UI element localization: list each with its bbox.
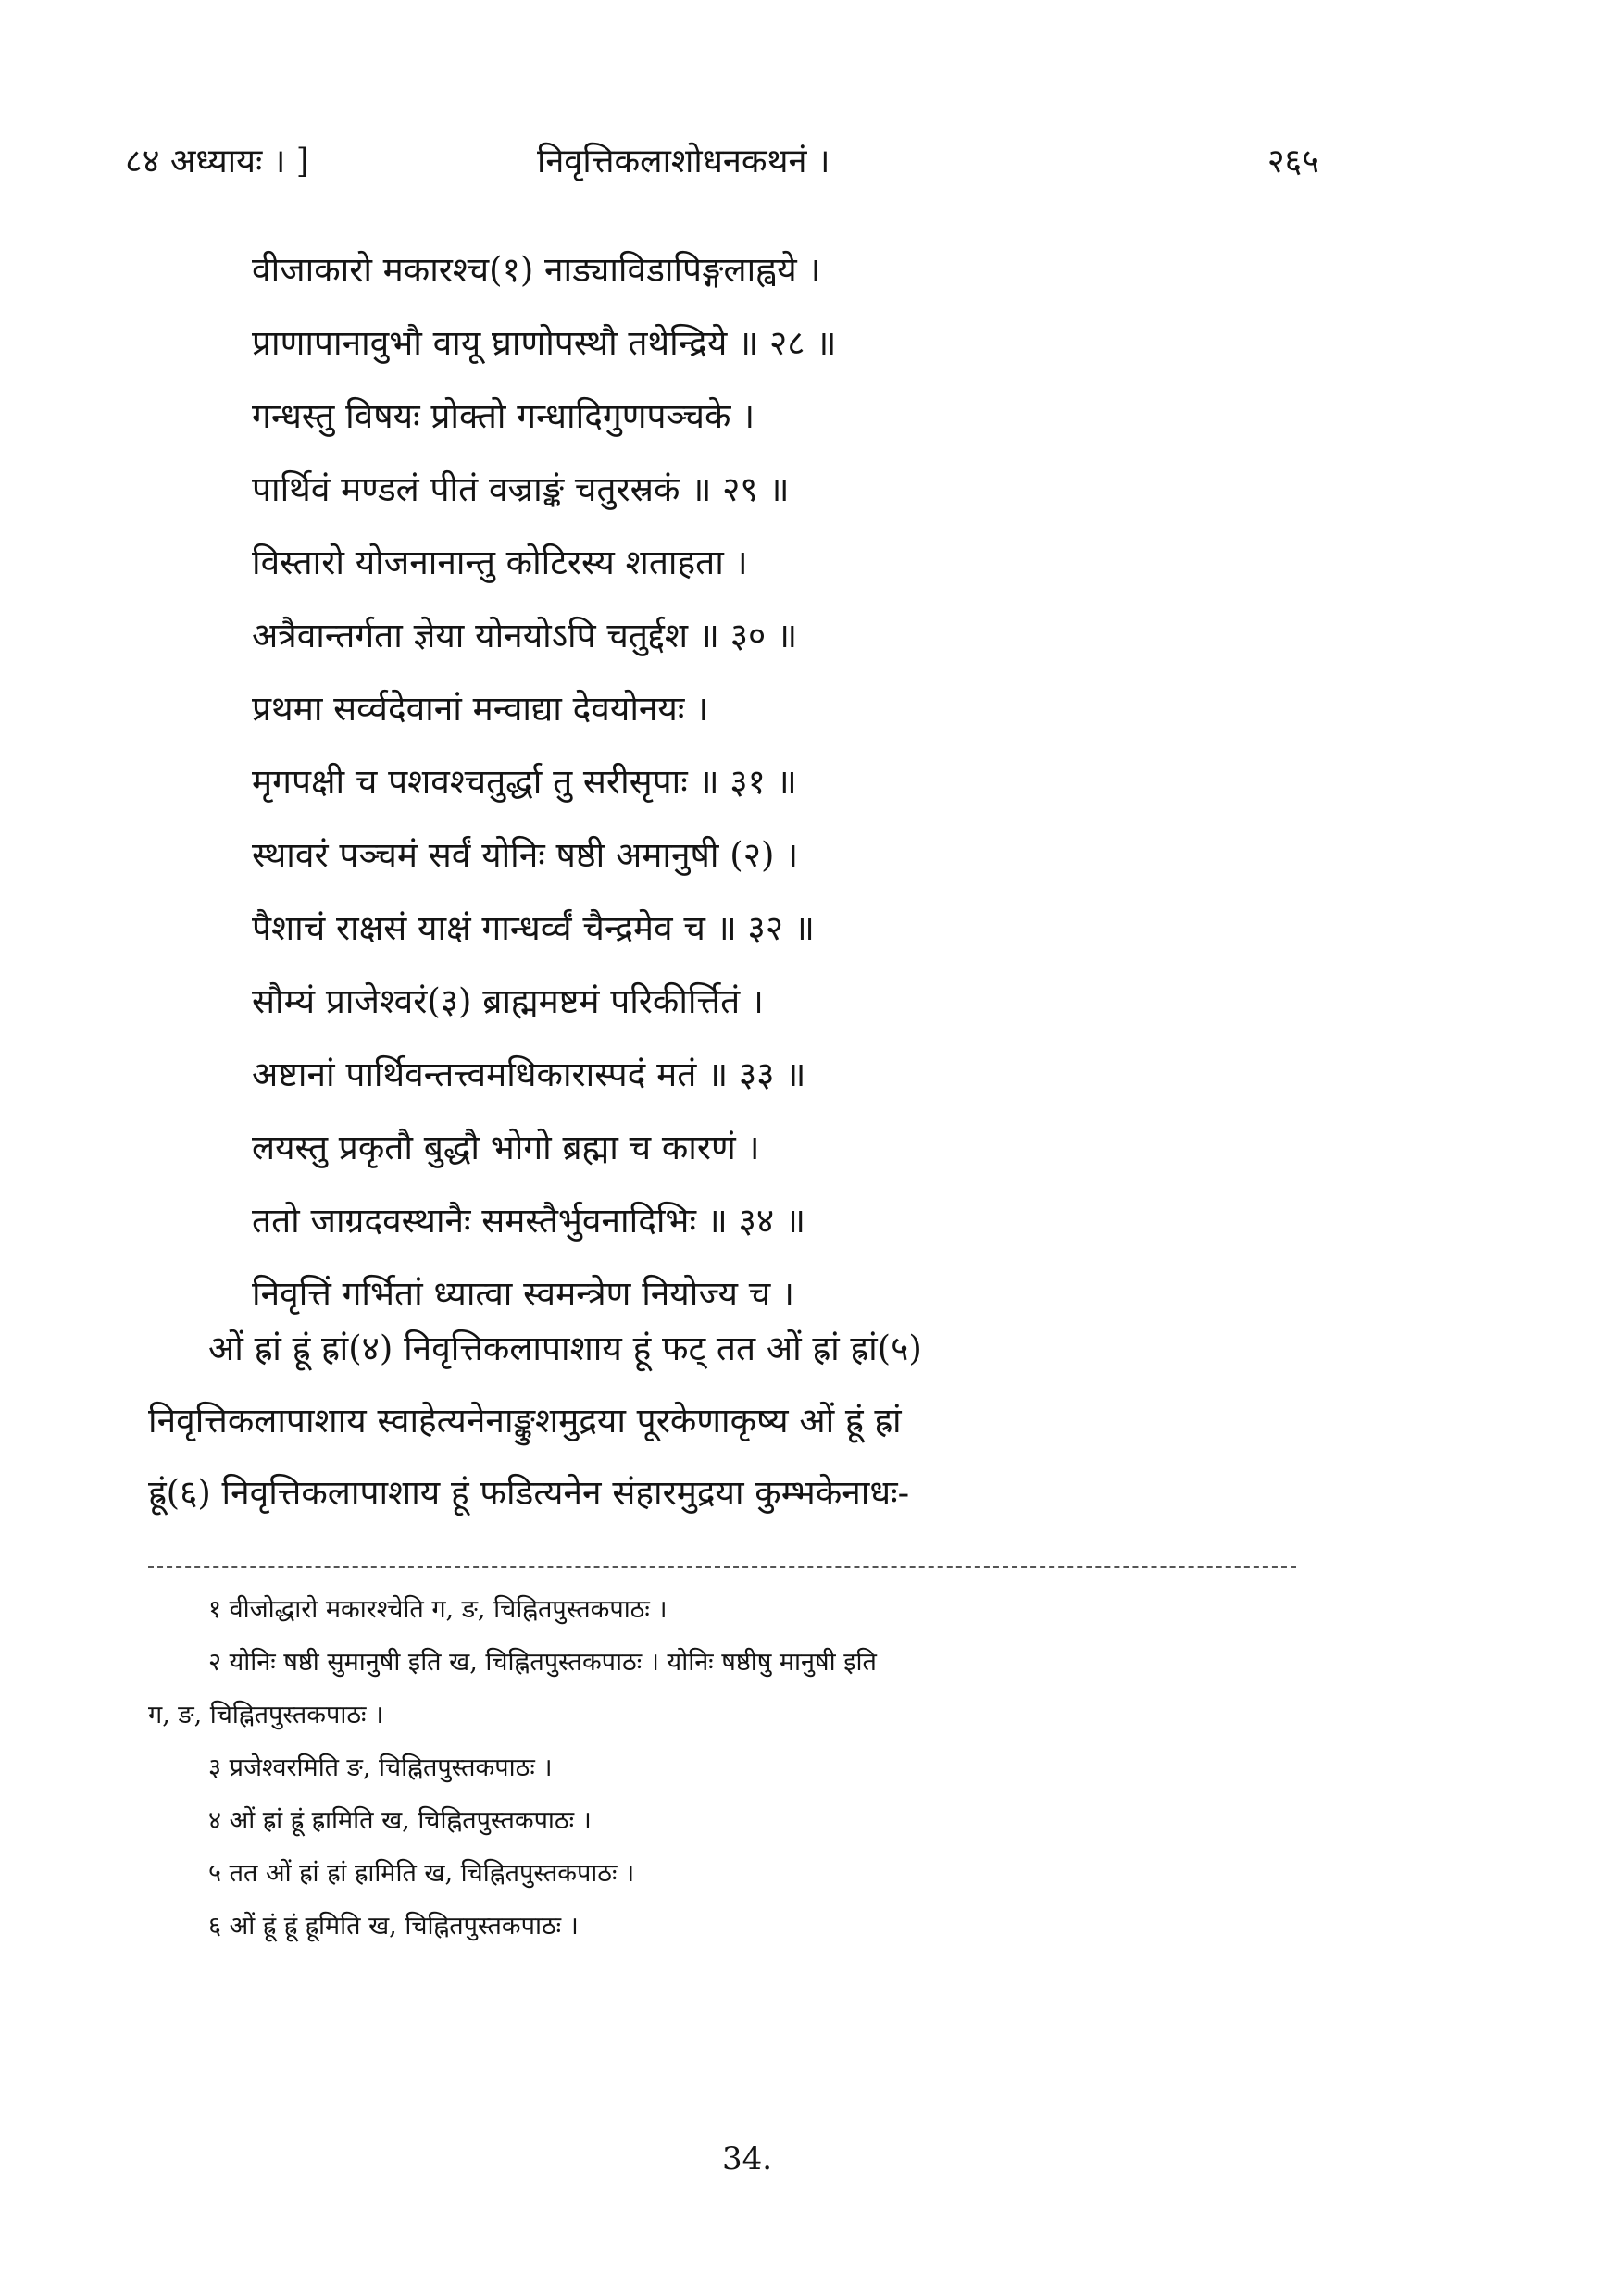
prose-line: ओं ह्रां ह्रूं ह्रां(४) निवृत्तिकलापाशाय हूं फट् तत ओं ह्रां ह्रां(५) [208,1329,922,1368]
footnotes [148,1583,1315,1953]
verse-line: अष्टानां पार्थिवन्तत्त्वमधिकारास्पदं मतं ॥ ३३ ॥ [252,1054,806,1094]
verse-line: वीजाकारो मकारश्च(१) नाड्याविडापिङ्गलाह्वये । [252,250,821,290]
verse-line: विस्तारो योजनानान्तु कोटिरस्य शताहता । [252,543,748,582]
footnote: ४ ओं ह्रां ह्रूं ह्रामिति ख, चिह्नितपुस्तकपाठः । [208,1806,592,1835]
section-title: निवृत्तिकलाशोधनकथनं । [537,143,830,181]
chapter-label: ८४ अध्यायः । ] [125,143,309,181]
verse-line: निवृत्तिं गर्भितां ध्यात्वा स्वमन्त्रेण नियोज्य च । [252,1274,795,1314]
verse-line: पार्थिवं मण्डलं पीतं वज्राङ्कं चतुरस्रकं ॥ २९ ॥ [252,469,790,509]
verse-line: मृगपक्षी च पशवश्चतुर्द्धा तु सरीसृपाः ॥ ३१ ॥ [252,762,797,802]
verse-line: सौम्यं प्राजेश्वरं(३) ब्राह्ममष्टमं परिकीर्त्तितं । [252,981,764,1021]
footnote-divider [148,1566,1296,1568]
prose-line: निवृत्तिकलापाशाय स्वाहेत्यनेनाङ्कुशमुद्रया पूरकेणाकृष्य ओं ह्रूं ह्रां [148,1401,902,1441]
footnote-continuation: ग, ङ, चिह्नितपुस्तकपाठः । [148,1701,384,1729]
verse-line: अत्रैवान्तर्गता ज्ञेया योनयोऽपि चतुर्द्दश ॥ ३० ॥ [252,616,798,655]
footnote: ३ प्रजेश्वरमिति ङ, चिह्नितपुस्तकपाठः । [208,1753,553,1782]
page-number: २६५ [1266,143,1319,181]
verse-line: स्थावरं पञ्चमं सर्वं योनिः षष्ठी अमानुषी (२) । [252,835,799,875]
verse-line: लयस्तु प्रकृतौ बुद्धौ भोगो ब्रह्मा च कारणं । [252,1128,760,1167]
verse-line: गन्धस्तु विषयः प्रोक्तो गन्धादिगुणपञ्चके । [252,396,755,436]
footnote: ५ तत ओं ह्रां ह्रां ह्रामिति ख, चिह्नितपुस्तकपाठः । [208,1859,635,1888]
running-header [125,137,1319,193]
footnote: ६ ओं ह्रूं ह्रूं ह्रूमिति ख, चिह्नितपुस्तकपाठः । [208,1912,579,1940]
verse-line: प्राणापानावुभौ वायू घ्राणोपस्थौ तथेन्द्रिये ॥ २८ ॥ [252,323,837,363]
verse-line: प्रथमा सर्व्वदेवानां मन्वाद्या देवयोनयः । [252,689,709,729]
verse-block [252,233,1326,1330]
verse-line: पैशाचं राक्षसं याक्षं गान्धर्व्वं चैन्द्रमेव च ॥ ३२ ॥ [252,908,815,948]
footnote: १ वीजोद्धारो मकारश्चेति ग, ङ, चिह्नितपुस्तकपाठः । [208,1595,668,1624]
prose-paragraph [148,1313,1315,1529]
footnote: २ योनिः षष्ठी सुमानुषी इति ख, चिह्नितपुस्तकपाठः । योनिः षष्ठीषु मानुषी इति [208,1648,877,1677]
sheet-signature: 34. [722,2140,773,2177]
prose-line: ह्रूं(६) निवृत्तिकलापाशाय हूं फडित्यनेन संहारमुद्रया कुम्भकेनाधः- [148,1473,910,1513]
verse-line: ततो जाग्रदवस्थानैः समस्तैर्भुवनादिभिः ॥ ३४ ॥ [252,1201,806,1241]
